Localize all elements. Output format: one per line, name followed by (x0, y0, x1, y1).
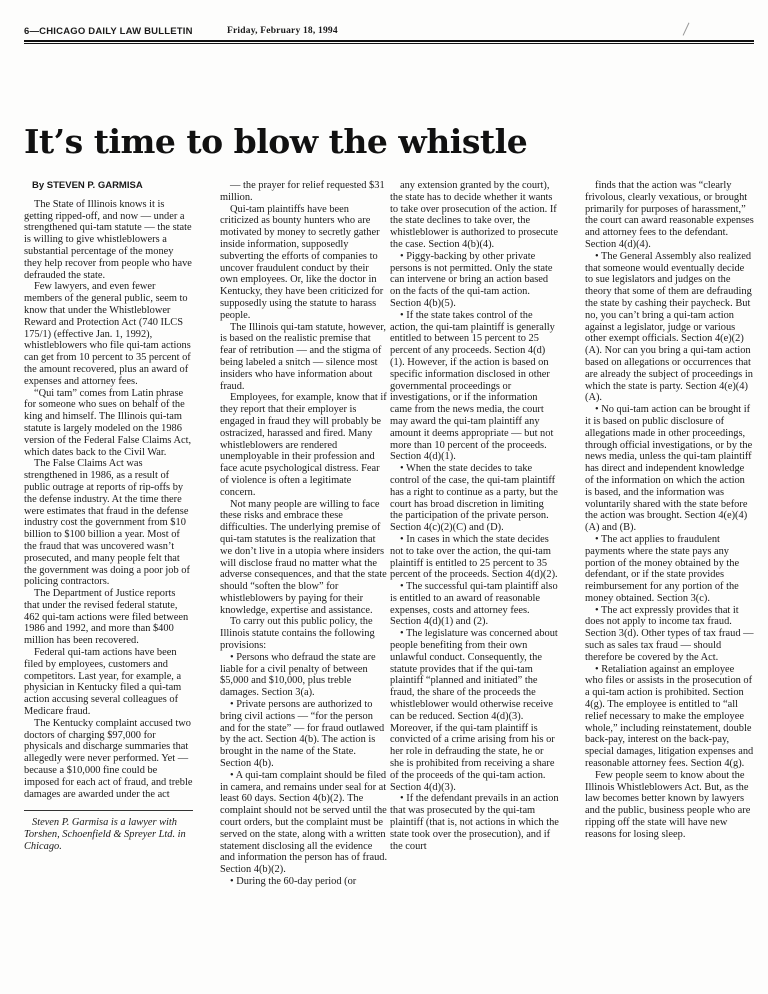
paragraph: “Qui tam” comes from Latin phrase for someone who sues on behalf of the king and himself. The Illinois qui-tam statute is largely modeled on the 1986 version of the Federal False Claims Act, which dates back to the Civil War. (24, 387, 192, 458)
paragraph: finds that the action was “clearly frivolous, clearly vexatious, or brought primarily for purposes of harassment,” the court can award reasonable expenses and attorney fees to the defendant. Section 4(d)(4). (585, 180, 754, 250)
paragraph: Federal qui-tam actions have been filed by employees, customers and competitors. Last year, for example, a physician in Kentucky filed a qui-tam action accusing several colleagues of Medicare fraud. (24, 647, 182, 718)
paragraph: • Retaliation against an employee who files or assists in the prosecution of a qui-tam action is prohibited. Section 4(g). The employee is entitled to “all relief necessary to make the employee whole,” including reinstatement, double back-pay, interest on the back-pay, special damages, litigation expenses and reasonable attorney fees. Section 4(g). (585, 663, 754, 770)
paragraph: • During the 60-day period (or (230, 876, 357, 888)
paragraph: • Piggy-backing by other private persons is not permitted. Only the state can intervene or bring an action based on the facts of the qui-tam action. Section 4(b)(5). (390, 250, 553, 309)
column-2-body (220, 180, 389, 888)
paragraph: Qui-tam plaintiffs have been criticized as bounty hunters who are motivated by money to secretly gather inside information, supposedly subverting the efforts of companies to uncover fraudulent conduct by their own employees. Or, like the doctor in Kentucky, they have been criticized for supposedly using the statute to harass people. (220, 203, 384, 321)
paragraph: • In cases in which the state decides not to take over the action, the qui-tam plaintiff is entitled to 25 percent to 35 percent of the proceeds. Section 4(d)(2). (390, 533, 558, 581)
headline: It’s time to blow the whistle (24, 122, 528, 161)
paragraph: any extension granted by the court), the state has to decide whether it wants to take over prosecution of the action. If the state declines to take over, the whistleblower is authorized to prosecute the case. Section 4(b)(4). (390, 180, 558, 250)
paragraph: • Private persons are authorized to bring civil actions — “for the person and for the state” — for fraud outlawed by the act. Section 4(b). The action is brought in the name of the State. Section 4(b). (220, 699, 385, 770)
paragraph: • When the state decides to take control of the case, the qui-tam plaintiff has a right to continue as a party, but the court has broad discretion in limiting the participation of the private person. Section 4(c)(2)(C) and (D). (390, 463, 558, 534)
paragraph: • The legislature was concerned about people benefiting from their own unlawful conduct. Consequently, the statute provides that if the qui-tam plaintiff “planned and initiated” the fraud, the share of the proceeds the whistleblower would otherwise receive can be reduced. Section 4(d)(3). Moreover, if the qui-tam plaintiff is convicted of a crime arising from his or her role in defrauding the state, he or she is prohibited from receiving a share of the proceeds of the qui-tam action. Section 4(d)(3). (390, 628, 558, 793)
paragraph: Not many people are willing to face these risks and embrace these difficulties. The underlying premise of qui-tam statutes is the realization that we don’t live in a utopia where insiders will disclose fraud no matter what the adverse consequences, and that the state should “soften the blow” for whistleblowers by paying for their knowledge, expertise and assistance. (220, 498, 387, 616)
author-credit-text: Steven P. Garmisa is a lawyer with Torshen, Schoenfield & Spreyer Ltd. in Chicago. (24, 817, 186, 853)
paragraph: The Kentucky complaint accused two doctors of charging $97,000 for physicals and discharge summaries that allegedly were never performed. Yet — because a $10,000 fine could be imposed for each act of fraud, and treble damages are awarded under the act (24, 717, 193, 800)
column-1-body (24, 199, 193, 801)
column-3-body (390, 180, 559, 852)
paragraph: • If the state takes control of the action, the qui-tam plaintiff is generally entitled to between 15 percent to 25 percent of any proceeds. Section 4(d)(1). However, if the action is based on specific information disclosed in other governmental proceedings or investigations, or if the information came from the news media, the court may award the qui-tam plaintiff any amount it deems appropriate — but not more than 10 percent of the proceeds. Section 4(d)(1). (390, 309, 555, 463)
article-column-4 (585, 180, 754, 841)
header-rule-thin (24, 43, 754, 44)
paragraph: The Department of Justice reports that under the revised federal statute, 462 qui-tam actions were filed between 1986 and 1992, and more than $400 million has been recovered. (24, 588, 189, 647)
paragraph: To carry out this public policy, the Illinois statute contains the following provisions: (220, 616, 375, 652)
paragraph: The False Claims Act was strengthened in 1986, as a result of public outrage at reports of rip-offs by the defense industry. At the time there were estimates that fraud in the defense industry cost the government from $10 billion to $100 billion a year. Most of the fraud that was uncovered wasn’t prosecuted, and many people felt that the government was doing a poor job of policing contractors. (24, 458, 190, 588)
article-column-1 (24, 180, 193, 853)
column-4-body (585, 180, 754, 841)
paragraph: The Illinois qui-tam statute, however, is based on the realistic premise that fear of retribution — and the stigma of being labeled a snitch — silence most insiders who have information about fraud. (220, 321, 386, 392)
paragraph: • A qui-tam complaint should be filed in camera, and remains under seal for at least 60 days. Section 4(b)(2). The complaint should not be served until the court orders, but the complaint must be served on the state, along with a written statement disclosing all the evidence and information the person has of fraud. Section 4(b)(2). (220, 769, 388, 876)
paragraph: • No qui-tam action can be brought if it is based on public disclosure of allegations made in other proceedings, through official investigations, or by the news media, unless the qui-tam plaintiff has direct and independent knowledge of the information on which the action is based, and the information was voluntarily shared with the state before the action was brought. Section 4(e)(4)(A) and (B). (585, 404, 753, 534)
paragraph: • The successful qui-tam plaintiff also is entitled to an award of reasonable expenses, costs and attorney fees. Section 4(d)(1) and (2). (390, 581, 558, 628)
publication-name: 6—CHICAGO DAILY LAW BULLETIN (24, 26, 193, 37)
paragraph: • If the defendant prevails in an action that was prosecuted by the qui-tam plaintiff (that is, not actions in which the state took over the prosecution), and if the court (390, 793, 559, 852)
paragraph: • The General Assembly also realized that someone would eventually decide to sue legislators and judges on the theory that some of them are defrauding the state by cashing their paycheck. But no, you can’t bring a qui-tam action against a legislator, judge or various other exempt officials. Section 4(e)(2)(A). Nor can you bring a qui-tam action based on allegations or occurrences that are already the subject of proceedings in which the state is party. Section 4(e)(4)(A). (585, 250, 753, 404)
paragraph: — the prayer for relief requested $31 million. (220, 180, 385, 203)
publication-date: Friday, February 18, 1994 (227, 26, 338, 36)
paragraph: • The act applies to fraudulent payments where the state pays any portion of the money obtained by the defendant, or if the state provides reimbursement for any portion of the money obtained. Section 3(c). (585, 533, 740, 604)
header-rule (24, 40, 754, 42)
byline: By STEVEN P. GARMISA (32, 180, 143, 191)
paragraph: • Persons who defraud the state are liable for a civil penalty of between $5,000 and $10,000, plus treble damages. Section 3(a). (220, 651, 376, 699)
paragraph: Employees, for example, know that if they report that their employer is engaged in fraud they will probably be ostracized, harassed and fired. Many whistleblowers are rendered unemployable in their profession and face acute psychological distress. Fear of violence is often a legitimate concern. (220, 392, 387, 498)
article-column-3 (390, 180, 559, 852)
article-column-2 (220, 180, 389, 888)
author-credit (24, 810, 193, 852)
paragraph: Few lawyers, and even fewer members of the general public, seem to know that under the Whistleblower Reward and Protection Act (740 ILCS 175/1) (effective Jan. 1, 1992), whistleblowers who file qui-tam actions can get from 10 percent to 35 percent of the amount recovered, plus an award of expenses and attorney fees. (24, 281, 191, 387)
paragraph: The State of Illinois knows it is getting ripped-off, and now — under a strengthened qui-tam statute — the state is willing to give whistleblowers a substantial percentage of the money they help recover from people who have defrauded the state. (24, 198, 192, 281)
paragraph: • The act expressly provides that it does not apply to income tax fraud. Section 3(d). Other types of tax fraud — such as sales tax fraud — should therefore be covered by the Act. (585, 604, 754, 663)
paragraph: Few people seem to know about the Illinois Whistleblowers Act. But, as the law becomes better known by lawyers and the public, business people who are ripping off the state will have new reasons for losing sleep. (585, 769, 751, 840)
